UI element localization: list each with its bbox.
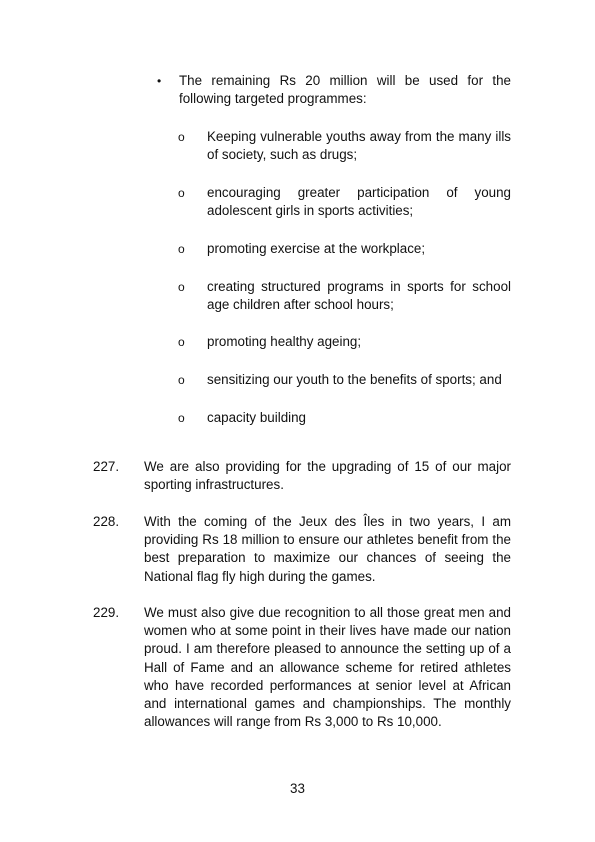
- bullet-text: The remaining Rs 20 million will be used for the following targeted programmes:: [179, 73, 511, 107]
- page-number: 33: [290, 781, 305, 796]
- bullet-item: [157, 72, 511, 108]
- sub-bullet-item: [178, 128, 511, 164]
- paragraph-229: [93, 604, 511, 731]
- paragraph-number: 229.: [93, 605, 120, 620]
- bullet-marker: •: [157, 74, 162, 88]
- sub-bullet-item: [178, 240, 511, 258]
- paragraph-228: [93, 513, 511, 586]
- sub-bullet-text: encouraging greater participation of young adolescent girls in sports activities;: [207, 184, 511, 219]
- sub-bullet-marker: o: [178, 373, 185, 388]
- sub-bullet-item: [178, 184, 511, 220]
- paragraph-text: With the coming of the Jeux des Îles in two years, I am providing Rs 18 million to ensure our athletes benefit from the best preparation to maximize our chances of seeing the National flag fly high during the games.: [144, 514, 511, 584]
- sub-bullet-text: sensitizing our youth to the benefits of sports; and: [207, 372, 502, 388]
- sub-bullet-marker: o: [178, 130, 185, 144]
- sub-bullet-marker: o: [178, 185, 185, 200]
- paragraph-227: [93, 458, 511, 494]
- paragraph-text: We must also give due recognition to all those great men and women who at some point in their lives have made our nation proud. I am therefore pleased to announce the setting up of a Hall of Fame and an allowance scheme for retired athletes who have recorded performances at senior level at African and international games and championships. The monthly allowances will range from Rs 3,000 to Rs 10,000.: [144, 605, 511, 730]
- sub-bullet-item: [178, 409, 511, 427]
- sub-bullet-list: [178, 128, 511, 447]
- sub-bullet-text: Keeping vulnerable youths away from the many ills of society, such as drugs;: [207, 129, 511, 163]
- paragraph-number: 228.: [93, 514, 120, 529]
- sub-bullet-text: creating structured programs in sports for school age children after school hours;: [207, 278, 511, 312]
- sub-bullet-item: [178, 333, 511, 351]
- sub-bullet-marker: o: [178, 335, 185, 350]
- sub-bullet-text: capacity building: [207, 409, 307, 425]
- sub-bullet-item: [178, 371, 511, 389]
- paragraph-number: 227.: [93, 459, 120, 474]
- sub-bullet-marker: o: [178, 241, 185, 256]
- paragraph-text: We are also providing for the upgrading of 15 of our major sporting infrastructures.: [144, 459, 511, 493]
- sub-bullet-item: [178, 278, 511, 314]
- sub-bullet-text: promoting healthy ageing;: [207, 334, 362, 350]
- sub-bullet-marker: o: [178, 410, 185, 425]
- sub-bullet-text: promoting exercise at the workplace;: [207, 240, 426, 256]
- sub-bullet-marker: o: [178, 279, 185, 294]
